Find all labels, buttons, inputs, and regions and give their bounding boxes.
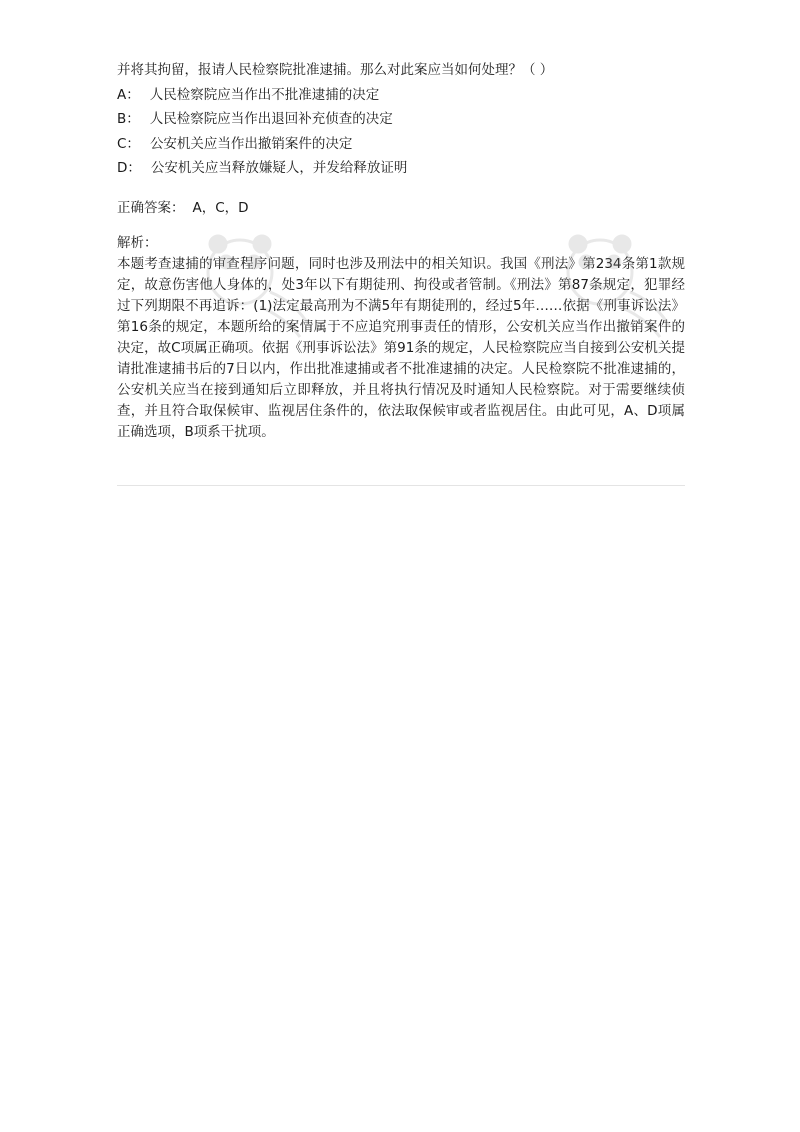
option-key: D： (117, 160, 141, 176)
option-key: C： (117, 135, 140, 152)
question-document (117, 58, 685, 443)
section-divider (117, 485, 685, 486)
option-text: 公安机关应当作出撤销案件的决定 (149, 135, 353, 152)
option-text: 人民检察院应当作出不批准逮捕的决定 (149, 86, 380, 103)
option-text: 公安机关应当释放嫌疑人，并发给释放证明 (150, 160, 408, 176)
answer-value: A，C，D (192, 199, 249, 216)
option-list (117, 83, 685, 181)
option-c (117, 132, 685, 157)
analysis-title: 解析： (117, 234, 158, 251)
option-key: B： (117, 111, 140, 127)
question-stem: 并将其拘留，报请人民检察院批准逮捕。那么对此案应当如何处理？（ ） (117, 62, 554, 78)
option-text: 人民检察院应当作出退回补充侦查的决定 (149, 111, 393, 127)
option-d (117, 156, 685, 181)
option-key: A： (117, 86, 140, 103)
analysis-body: 本题考查逮捕的审查程序问题，同时也涉及刑法中的相关知识。我国《刑法》第234条第1款规定，故意伤害他人身体的，处3年以下有期徒刑、拘役或者管制。《刑法》第87条规定，犯罪经过下列期限不再追诉：(1)法定最高刑为不满5年有期徒刑的，经过5年……依据《刑事诉讼法》第16条的规定，本题所给的案情属于不应追究刑事责任的情形，公安机关应当作出撤销案件的决定，故C项属正确项。依据《刑事诉讼法》第91条的规定，人民检察院应当自接到公安机关提请批准逮捕书后的7日以内，作出批准逮捕或者不批准逮捕的决定。人民检察院不批准逮捕的，公安机关应当在接到通知后立即释放，并且将执行情况及时通知人民检察院。对于需要继续侦查，并且符合取保候审、监视居住条件的，依法取保候审或者监视居住。由此可见，A、D项属正确选项，B项系干扰项。 (117, 255, 685, 440)
option-b (117, 107, 685, 132)
answer-label: 正确答案： (117, 199, 185, 216)
option-a (117, 83, 685, 108)
correct-answer (117, 196, 685, 220)
